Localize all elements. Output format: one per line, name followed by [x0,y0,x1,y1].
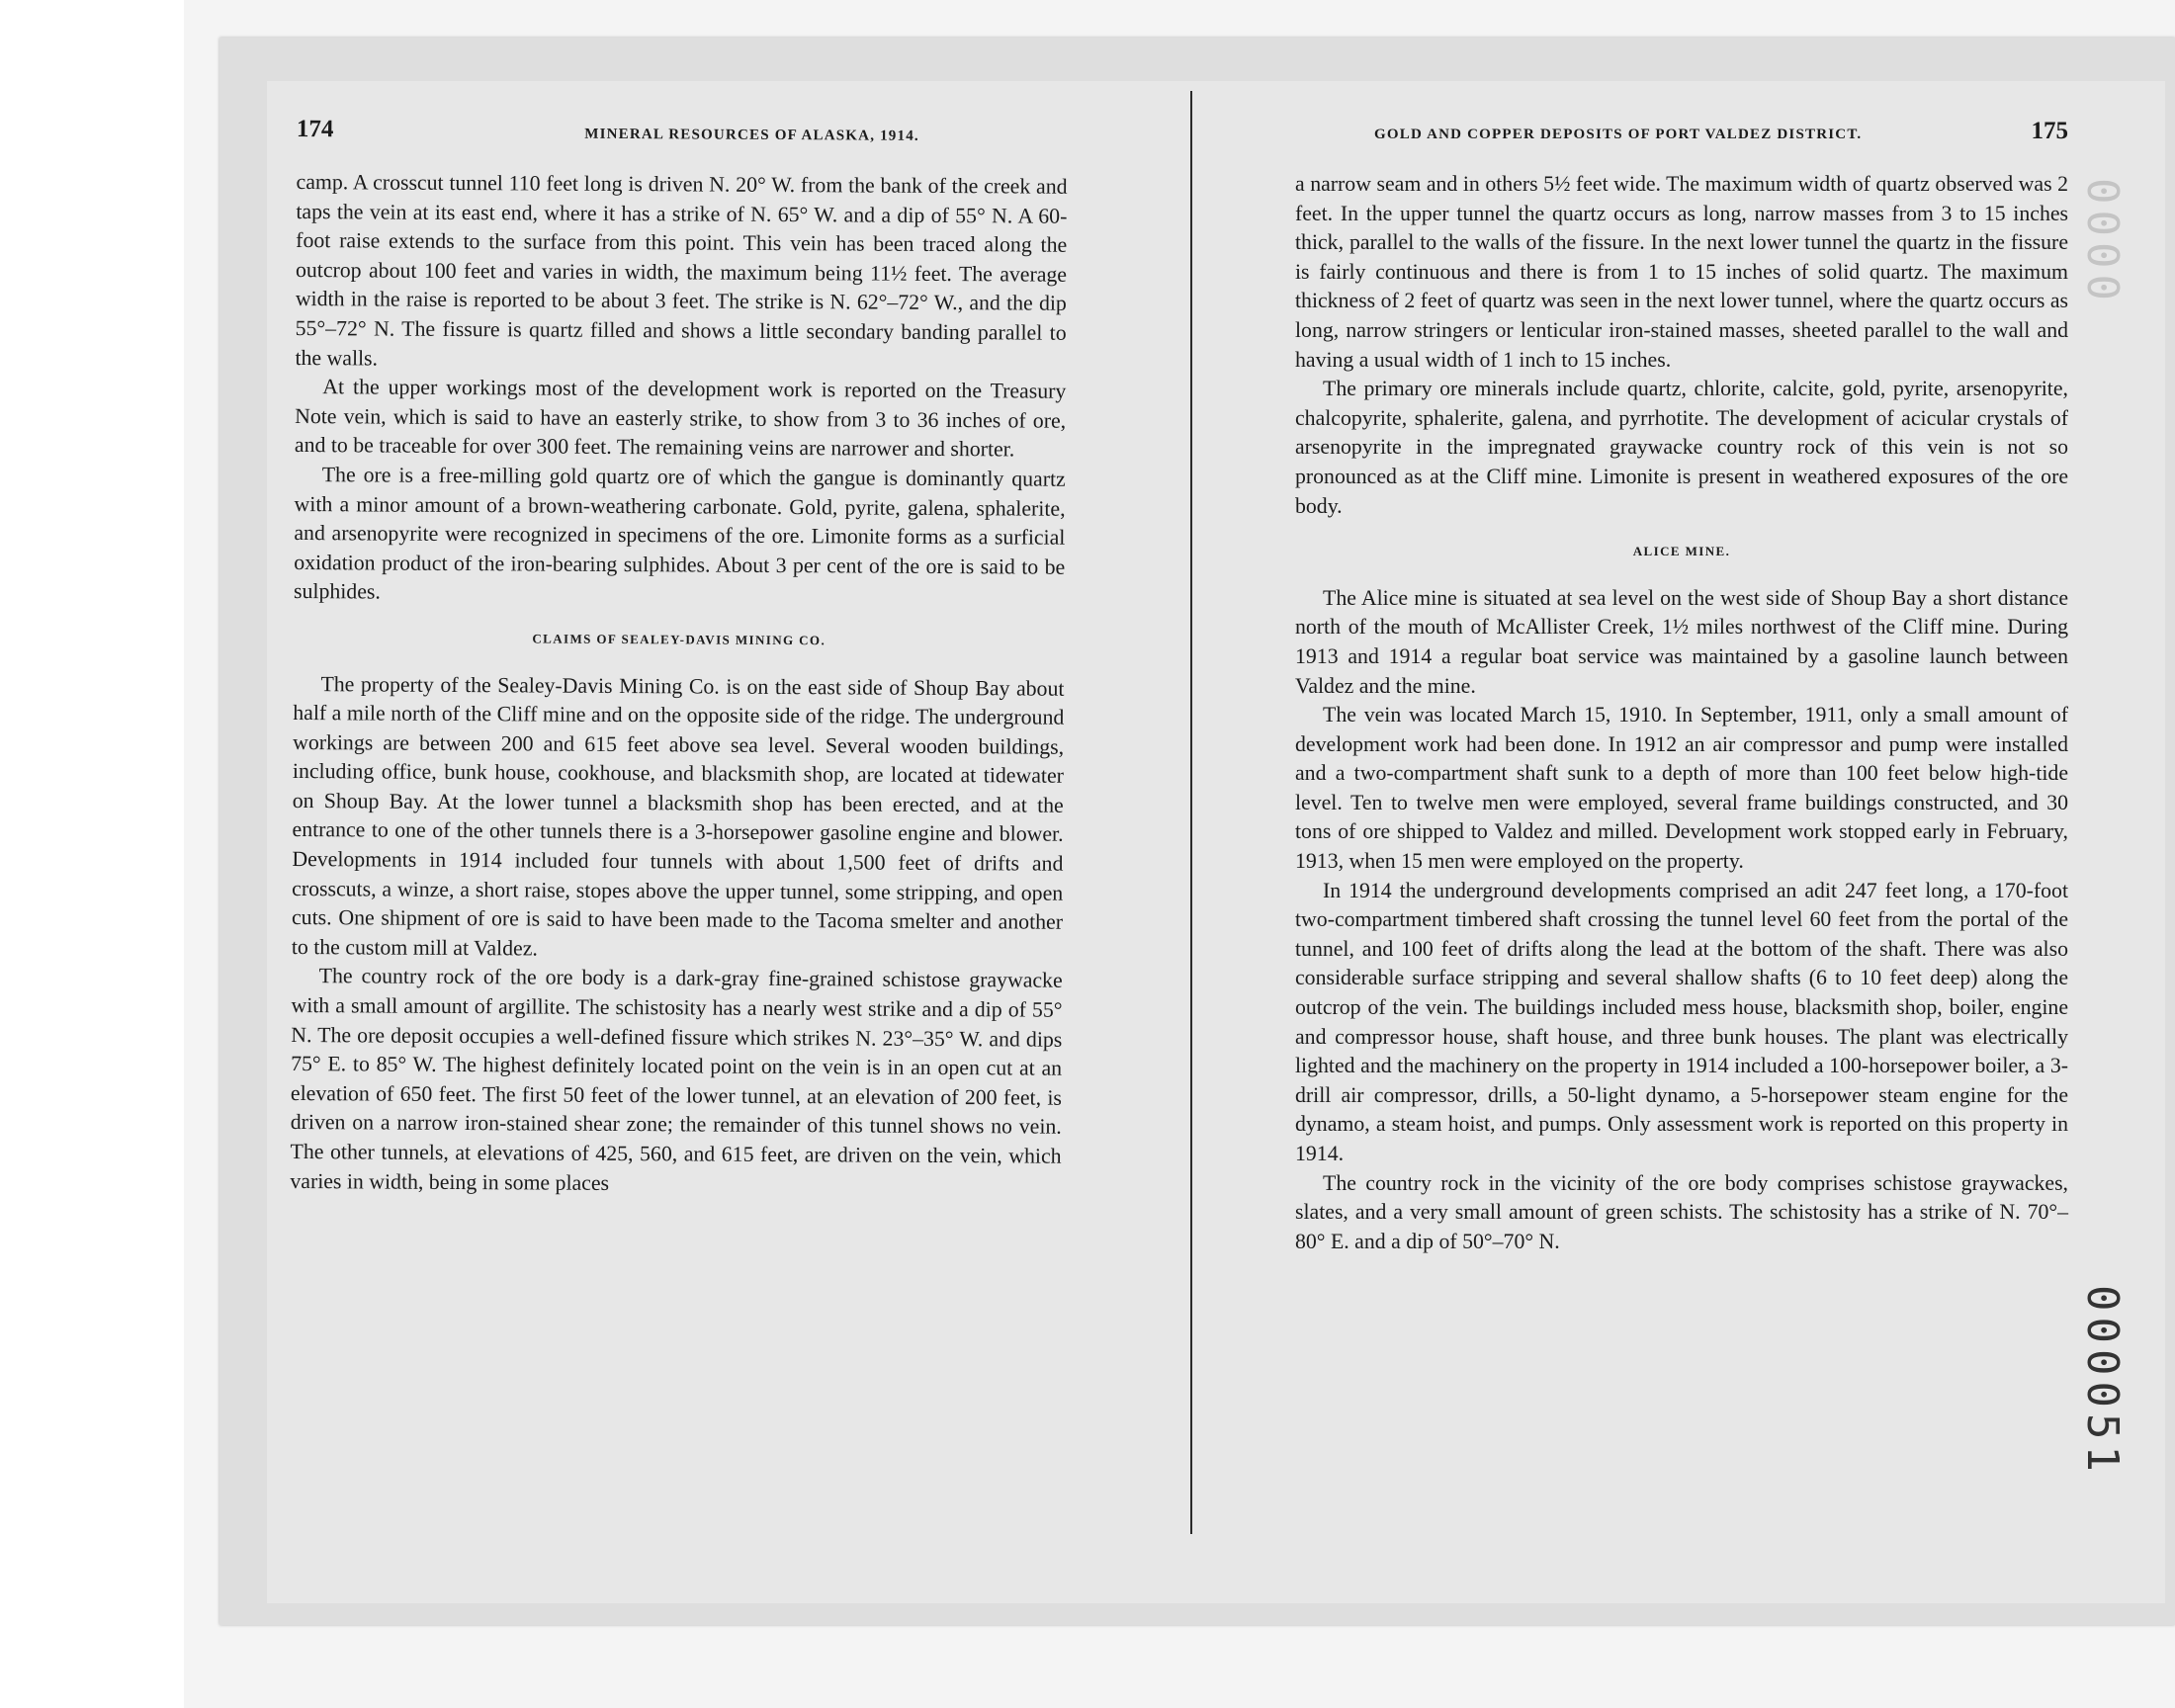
paragraph: The country rock of the ore body is a dark-gray fine-grained schistose graywacke with a small amount of argillite. The schistosity has a nearly west strike and a dip of 55° N. The ore deposit occupies a well-defined fissure which strikes N. 23°–35° W. and dips 75° E. to 85° W. The highest definitely located point on the vein is in an open cut at an elevation of 650 feet. The first 50 feet of the lower tunnel, at an elevation of 200 feet, is driven on a narrow iron-stained shear zone; the remainder of this tunnel shows no vein. The other tunnels, at elevations of 425, 560, and 615 feet, are driven on the vein, which varies in width, being in some places [290,964,1063,1195]
book-spine-line [1190,91,1192,1534]
section-heading: CLAIMS OF SEALEY-DAVIS MINING CO. [532,631,826,648]
paragraph: The vein was located March 15, 1910. In September, 1911, only a small amount of development work had been done. In 1912 an air compressor and pump were installed and a two-compartment shaft sunk to a depth of more than 100 feet below high-tide level. Ten to twelve men were employed, several frame buildings constructed, and 30 tons of ore shipped to Valdez and milled. Development work stopped early in February, 1913, when 15 men were employed on the property. [1295,703,2068,874]
paragraph: At the upper workings most of the development work is reported on the Treasury Note vein, which is said to have an easterly strike, to show from 3 to 36 inches of ore, and to be traceable for over 300 feet. The remaining veins are narrower and shorter. [294,375,1067,462]
paragraph: The country rock in the vicinity of the ore body comprises schistose graywackes, slates, and a very small amount of green schists. The schistosity has a strike of N. 70°–80° E. and a dip of 50°–70° N. [1295,1170,2068,1253]
paragraph: camp. A crosscut tunnel 110 feet long is driven N. 20° W. from the bank of the creek and taps the vein at its east end, where it has a strike of N. 65° W. and a dip of 55° N. A 60-foot raise extends to the surface from this point. This vein has been traced along the outcrop about 100 feet and varies in width, the maximum being 11½ feet. The average width in the raise is reported to be about 3 feet. The strike is N. 62°–72° W., and the dip 55°–72° N. The fissure is quartz filled and shows a little secondary banding parallel to the walls. [295,169,1068,371]
scan-margin [0,0,184,1708]
paragraph: The ore is a free-milling gold quartz ore of which the gangue is dominantly quartz with a minor amount of a brown-weathering carbonate. Gold, pyrite, galena, sphalerite, and arsenopyrite were recognized in specimens of the ore. Limonite forms as a surficial oxidation product of the iron-bearing sulphides. About 3 per cent of the ore is said to be sulphides. [293,463,1066,604]
section-heading: ALICE MINE. [1632,544,1731,559]
paragraph: The property of the Sealey-Davis Mining Co. is on the east side of Shoup Bay about half a mile north of the Cliff mine and on the opposite side of the ridge. The underground workings are between 200 and 615 feet above sea level. Several wooden buildings, including office, bunk house, cookhouse, and blacksmith shop, are located at tidewater on Shoup Bay. At the lower tunnel a blacksmith shop has been erected, and at the entrance to one of the other tunnels there is a 3-horsepower gasoline engine and blower. Developments in 1914 included four tunnels with about 1,500 feet of drifts and crosscuts, a winze, a short raise, stopes above the upper tunnel, some stripping, and open cuts. One shipment of ore is said to have been made to the Tacoma smelter and another to the custom mill at Valdez. [291,671,1065,961]
faint-stamp-number: 0000 [2077,178,2128,306]
left-running-title: MINERAL RESOURCES OF ALASKA, 1914. [584,126,919,144]
paragraph: The primary ore minerals include quartz, chlorite, calcite, gold, pyrite, arsenopyrite, chalcopyrite, sphalerite, galena, and pyrrhotite. The development of acicular crystals of arsenopyrite in the impregnated graywacke country rock of this vein is not so pronounced as at the Cliff mine. Limonite is present in weathered exposures of the ore body. [1295,377,2068,518]
right-running-head [1295,117,2068,156]
left-running-head [297,115,1068,159]
paragraph: In 1914 the underground developments comprised an adit 247 feet long, a 170-foot two-compartment timbered shaft crossing the tunnel level 60 feet from the portal of the tunnel, and 100 feet of drifts along the lead at the bottom of the shaft. There was also considerable surface stripping and several shallow shafts (6 to 10 feet deep) along the outcrop of the vein. The buildings included mess house, blacksmith shop, boiler, engine and compressor house, shaft house, and three bunk houses. The plant was electrically lighted and the machinery on the property in 1914 included a 100-horsepower boiler, a 3-drill air compressor, drills, a 50-light dynamo, a 5-horsepower steam engine for the dynamo, a steam hoist, and pumps. Only assessment work is reported on this property in 1914. [1295,878,2068,1165]
paragraph: The Alice mine is situated at sea level on the west side of Shoup Bay a short distance north of the mouth of McAllister Creek, 1½ miles northwest of the Cliff mine. During 1913 and 1914 a regular boat service was maintained by a gasoline launch between Valdez and the mine. [1295,585,2068,698]
right-page [1295,117,2068,1256]
right-running-title: GOLD AND COPPER DEPOSITS OF PORT VALDEZ DISTRICT. [1374,127,1863,142]
left-page [290,115,1068,1201]
left-page-number: 174 [296,115,334,143]
right-page-number: 175 [2031,118,2068,144]
stamp-number: 000051 [2077,1285,2128,1478]
paragraph: a narrow seam and in others 5½ feet wide. The maximum width of quartz observed was 2 feet. In the upper tunnel the quartz occurs as long, narrow masses from 3 to 15 inches thick, parallel to the walls of the fissure. In the next lower tunnel the quartz in the fissure is fairly continuous and there is from 1 to 15 inches of solid quartz. The maximum thickness of 2 feet of quartz was seen in the next lower tunnel, where the quartz occurs as long, narrow stringers or lenticular iron-stained masses, sheeted parallel to the wall and having a usual width of 1 inch to 15 inches. [1295,172,2068,372]
